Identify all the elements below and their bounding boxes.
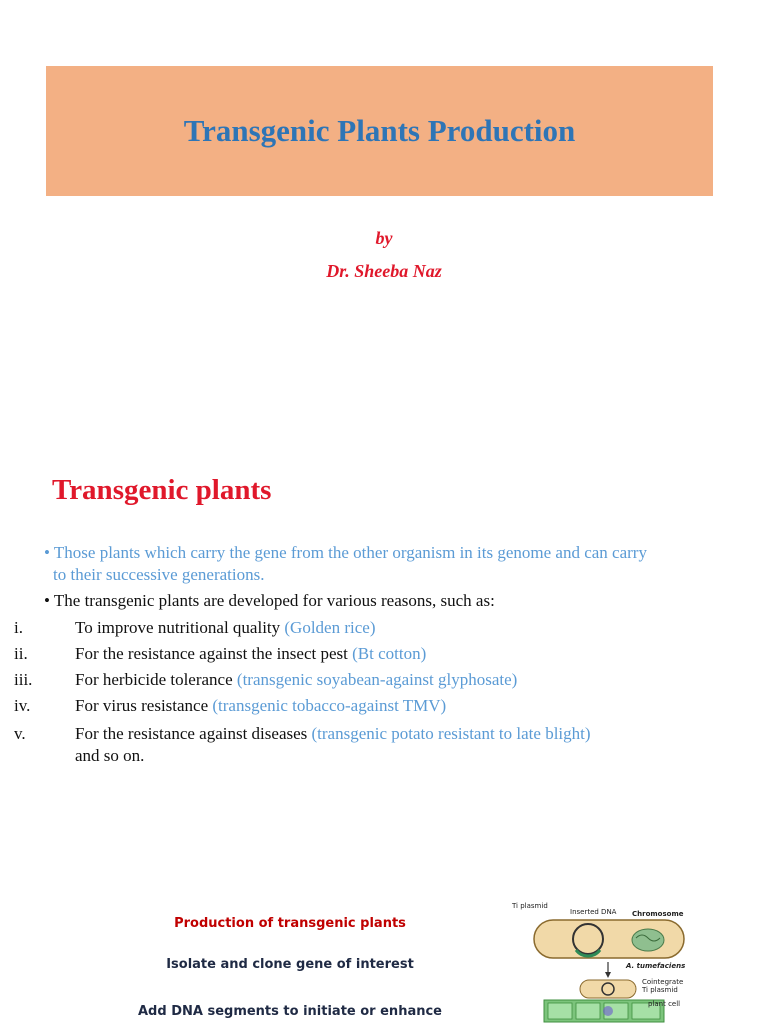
title-banner [46, 66, 713, 196]
reason-text: For virus resistance [75, 696, 213, 715]
reason-example: (transgenic soyabean-against glyphosate) [236, 670, 518, 689]
label-a-tumefaciens: A. tumefaciens [626, 962, 686, 970]
list-closing: and so on. [75, 746, 145, 765]
label-inserted-dna: Inserted DNA [570, 908, 617, 916]
agrobacterium-diagram [496, 898, 692, 1024]
reason-example: (Bt cotton) [352, 644, 427, 663]
list-number: iv. [14, 696, 31, 715]
author-name: Dr. Sheeba Naz [326, 261, 442, 281]
reason-text: For the resistance against diseases [75, 724, 312, 743]
definition-line-2: to their successive generations. [53, 565, 265, 584]
definition-line-1: • Those plants which carry the gene from the other organism in its genome and can carry [44, 543, 647, 562]
reason-example: (Golden rice) [284, 618, 376, 637]
production-heading: Production of transgenic plants [174, 916, 406, 931]
reasons-intro: • The transgenic plants are developed for various reasons, such as: [44, 591, 495, 610]
production-steps-image [100, 900, 480, 1024]
section-heading: Transgenic plants [52, 474, 272, 506]
label-plant-cell: plant cell [648, 1000, 681, 1008]
reason-example: (transgenic potato resistant to late blight) [311, 724, 591, 743]
label-cointegrate-sub: Ti plasmid [642, 986, 678, 994]
list-number: iii. [14, 670, 33, 689]
list-number: i. [14, 618, 23, 637]
list-number: ii. [14, 644, 28, 663]
label-cointegrate: Cointegrate [642, 978, 684, 986]
byline-by: by [375, 228, 393, 248]
step-line: Isolate and clone gene of interest [166, 957, 414, 972]
label-ti-plasmid: Ti plasmid [512, 902, 548, 910]
label-chromosome: Chromosome [632, 910, 684, 918]
reason-text: For herbicide tolerance [75, 670, 237, 689]
reason-text: For the resistance against the insect pest [75, 644, 353, 663]
reason-example: (transgenic tobacco-against TMV) [212, 696, 447, 715]
list-number: v. [14, 724, 26, 743]
slide-title: Transgenic Plants Production [183, 113, 576, 148]
step-line: Add DNA segments to initiate or enhance [138, 1004, 442, 1019]
reason-text: To improve nutritional quality [75, 618, 285, 637]
